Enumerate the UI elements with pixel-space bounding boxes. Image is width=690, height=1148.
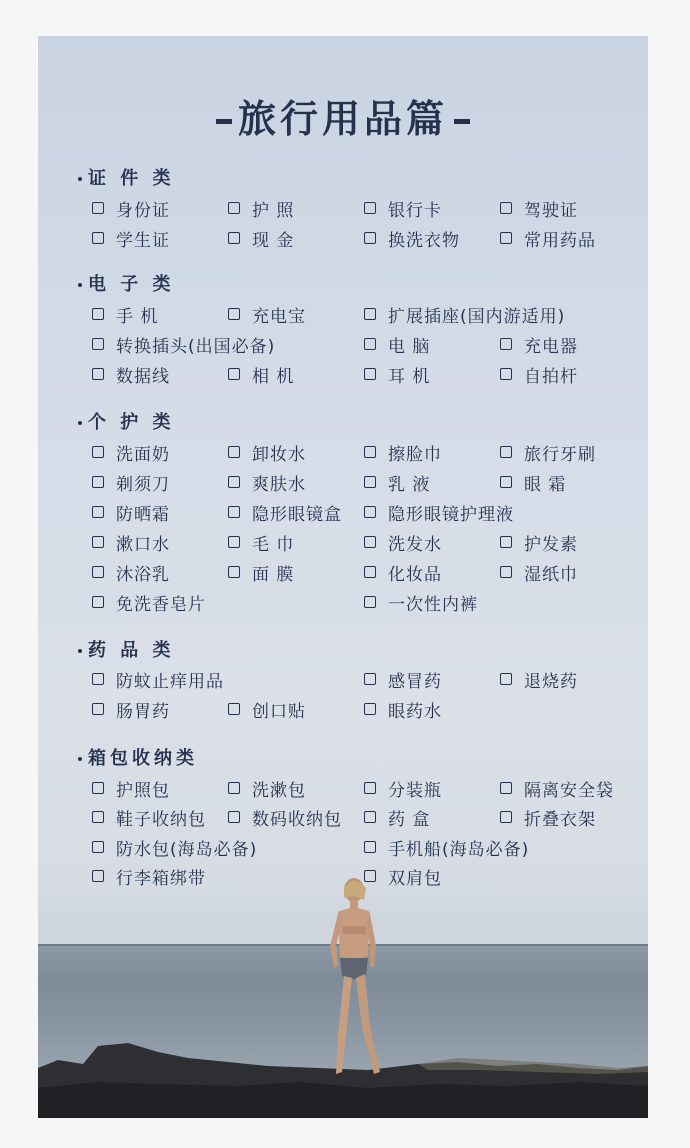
checkbox[interactable] xyxy=(228,703,240,715)
checklist-item[interactable]: 剃须刀 xyxy=(92,470,170,494)
checkbox[interactable] xyxy=(364,703,376,715)
checklist-item[interactable]: 护 照 xyxy=(228,196,294,220)
checkbox[interactable] xyxy=(92,506,104,518)
checkbox[interactable] xyxy=(228,536,240,548)
checkbox[interactable] xyxy=(500,338,512,350)
checkbox[interactable] xyxy=(364,566,376,578)
checklist-item[interactable]: 面 膜 xyxy=(228,560,294,584)
checklist-item[interactable]: 数码收纳包 xyxy=(228,805,342,829)
checkbox[interactable] xyxy=(228,782,240,794)
checkbox[interactable] xyxy=(228,368,240,380)
checkbox[interactable] xyxy=(364,536,376,548)
checklist-item[interactable]: 一次性内裤 xyxy=(364,590,478,614)
checklist-item[interactable]: 相 机 xyxy=(228,362,294,386)
checklist-item[interactable]: 换洗衣物 xyxy=(364,226,460,250)
section-title-electronics: 电 子 类 xyxy=(78,270,175,296)
checkbox[interactable] xyxy=(228,446,240,458)
checkbox[interactable] xyxy=(500,673,512,685)
checkbox[interactable] xyxy=(364,338,376,350)
section-title-bags-storage: 箱包收纳类 xyxy=(78,744,198,770)
checkbox[interactable] xyxy=(92,870,104,882)
checklist-item[interactable]: 耳 机 xyxy=(364,362,430,386)
checklist-item[interactable]: 银行卡 xyxy=(364,196,442,220)
checkbox[interactable] xyxy=(92,202,104,214)
checkbox[interactable] xyxy=(364,811,376,823)
checkbox[interactable] xyxy=(92,536,104,548)
checkbox[interactable] xyxy=(364,782,376,794)
checkbox[interactable] xyxy=(500,811,512,823)
checkbox[interactable] xyxy=(92,782,104,794)
checklist-item[interactable]: 沐浴乳 xyxy=(92,560,170,584)
checkbox[interactable] xyxy=(364,308,376,320)
checklist-item[interactable]: 常用药品 xyxy=(500,226,596,250)
bullet-dot xyxy=(78,649,82,653)
checklist-item[interactable]: 爽肤水 xyxy=(228,470,306,494)
checklist-item[interactable]: 双肩包 xyxy=(364,864,442,888)
checklist-item[interactable]: 驾驶证 xyxy=(500,196,578,220)
checklist-item[interactable]: 乳 液 xyxy=(364,470,430,494)
bullet-dot xyxy=(78,757,82,761)
title-text: 旅行用品篇 xyxy=(237,97,448,141)
checklist-item[interactable]: 电 脑 xyxy=(364,332,430,356)
checkbox[interactable] xyxy=(500,232,512,244)
page-title xyxy=(38,88,648,143)
checklist-item[interactable]: 眼 霜 xyxy=(500,470,566,494)
checklist-item[interactable]: 自拍杆 xyxy=(500,362,578,386)
checklist-item[interactable]: 隐形眼镜盒 xyxy=(228,500,342,524)
checkbox[interactable] xyxy=(500,536,512,548)
bullet-dot xyxy=(78,421,82,425)
checklist-item[interactable]: 毛 巾 xyxy=(228,530,294,554)
checklist-item[interactable]: 充电器 xyxy=(500,332,578,356)
checklist-item[interactable]: 隐形眼镜护理液 xyxy=(364,500,514,524)
checklist-item[interactable]: 护发素 xyxy=(500,530,578,554)
checklist-item[interactable]: 扩展插座(国内游适用) xyxy=(364,302,565,326)
checkbox[interactable] xyxy=(364,841,376,853)
checkbox[interactable] xyxy=(92,566,104,578)
checklist-item[interactable]: 防水包(海岛必备) xyxy=(92,835,257,859)
bullet-dot xyxy=(78,283,82,287)
checkbox[interactable] xyxy=(500,202,512,214)
checkbox[interactable] xyxy=(92,368,104,380)
checkbox[interactable] xyxy=(364,476,376,488)
checkbox[interactable] xyxy=(92,703,104,715)
checkbox[interactable] xyxy=(228,202,240,214)
section-title-documents: 证 件 类 xyxy=(78,164,175,190)
checklist-item[interactable]: 眼药水 xyxy=(364,697,442,721)
checkbox[interactable] xyxy=(364,596,376,608)
checkbox[interactable] xyxy=(364,446,376,458)
checkbox[interactable] xyxy=(500,476,512,488)
checklist-item[interactable]: 洗发水 xyxy=(364,530,442,554)
checklist-item[interactable]: 防晒霜 xyxy=(92,500,170,524)
checkbox[interactable] xyxy=(228,308,240,320)
checklist-item[interactable]: 充电宝 xyxy=(228,302,306,326)
checkbox[interactable] xyxy=(228,811,240,823)
checkbox[interactable] xyxy=(364,673,376,685)
bullet-dot xyxy=(78,177,82,181)
checkbox[interactable] xyxy=(500,566,512,578)
checkbox[interactable] xyxy=(92,811,104,823)
checkbox[interactable] xyxy=(500,446,512,458)
checklist-item[interactable]: 行李箱绑带 xyxy=(92,864,206,888)
checkbox[interactable] xyxy=(92,841,104,853)
checklist-item[interactable]: 退烧药 xyxy=(500,667,578,691)
checkbox[interactable] xyxy=(228,506,240,518)
checklist-item[interactable]: 药 盒 xyxy=(364,805,430,829)
section-title-personal-care: 个 护 类 xyxy=(78,408,175,434)
checkbox[interactable] xyxy=(228,566,240,578)
checklist-item[interactable]: 学生证 xyxy=(92,226,170,250)
checkbox[interactable] xyxy=(228,476,240,488)
checkbox[interactable] xyxy=(500,782,512,794)
checklist-item[interactable]: 分装瓶 xyxy=(364,776,442,800)
checklist-card xyxy=(38,36,648,1118)
checkbox[interactable] xyxy=(92,673,104,685)
checkbox[interactable] xyxy=(364,368,376,380)
person-figure xyxy=(308,876,398,1081)
checkbox[interactable] xyxy=(364,506,376,518)
checkbox[interactable] xyxy=(92,308,104,320)
title-dash-left xyxy=(216,119,232,124)
checklist-item[interactable]: 身份证 xyxy=(92,196,170,220)
checklist-item[interactable]: 防蚊止痒用品 xyxy=(92,667,224,691)
checkbox[interactable] xyxy=(92,232,104,244)
checklist-item[interactable]: 手 机 xyxy=(92,302,158,326)
checklist-item[interactable]: 感冒药 xyxy=(364,667,442,691)
checklist-item[interactable]: 数据线 xyxy=(92,362,170,386)
checklist-item[interactable]: 洗漱包 xyxy=(228,776,306,800)
checklist-item[interactable]: 折叠衣架 xyxy=(500,805,596,829)
checklist-item[interactable]: 洗面奶 xyxy=(92,440,170,464)
checklist-item[interactable]: 转换插头(出国必备) xyxy=(92,332,275,356)
checkbox[interactable] xyxy=(364,202,376,214)
checklist-item[interactable]: 擦脸巾 xyxy=(364,440,442,464)
title-dash-right xyxy=(454,119,470,124)
checklist-item[interactable]: 隔离安全袋 xyxy=(500,776,614,800)
checkbox[interactable] xyxy=(92,338,104,350)
checklist-item[interactable]: 湿纸巾 xyxy=(500,560,578,584)
checklist-item[interactable]: 卸妆水 xyxy=(228,440,306,464)
section-title-medicine: 药 品 类 xyxy=(78,636,175,662)
checklist-item[interactable]: 化妆品 xyxy=(364,560,442,584)
checklist-item[interactable]: 免洗香皂片 xyxy=(92,590,206,614)
checklist-item[interactable]: 漱口水 xyxy=(92,530,170,554)
checklist-item[interactable]: 手机船(海岛必备) xyxy=(364,835,529,859)
checklist-item[interactable]: 创口贴 xyxy=(228,697,306,721)
checkbox[interactable] xyxy=(500,368,512,380)
checkbox[interactable] xyxy=(228,232,240,244)
checkbox[interactable] xyxy=(92,446,104,458)
checklist-item[interactable]: 旅行牙刷 xyxy=(500,440,596,464)
checkbox[interactable] xyxy=(364,232,376,244)
checklist-item[interactable]: 护照包 xyxy=(92,776,170,800)
checklist-item[interactable]: 鞋子收纳包 xyxy=(92,805,206,829)
checkbox[interactable] xyxy=(92,596,104,608)
checkbox[interactable] xyxy=(92,476,104,488)
checklist-item[interactable]: 肠胃药 xyxy=(92,697,170,721)
checklist-item[interactable]: 现 金 xyxy=(228,226,294,250)
